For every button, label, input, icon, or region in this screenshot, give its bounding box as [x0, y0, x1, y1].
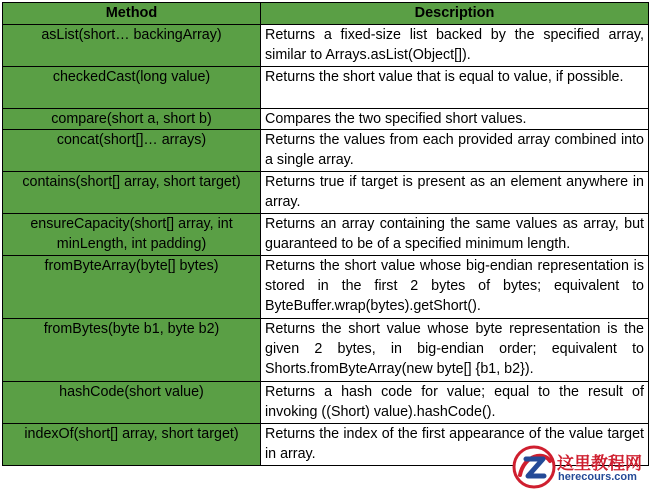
description-cell: Returns a hash code for value; equal to the result of invoking ((Short) value).hashCode().	[261, 382, 649, 424]
method-cell: contains(short[] array, short target)	[3, 172, 261, 214]
table-row	[3, 382, 649, 424]
watermark-url: herecours.com	[558, 471, 637, 483]
description-cell: Returns a fixed-size list backed by the specified array, similar to Arrays.asList(Object[]).	[261, 25, 649, 67]
method-cell: fromBytes(byte b1, byte b2)	[3, 319, 261, 382]
method-cell: fromByteArray(byte[] bytes)	[3, 256, 261, 319]
description-cell: Compares the two specified short values.	[261, 109, 649, 130]
method-cell: indexOf(short[] array, short target)	[3, 424, 261, 466]
table-row	[3, 214, 649, 256]
table-row	[3, 319, 649, 382]
method-cell: compare(short a, short b)	[3, 109, 261, 130]
method-cell: ensureCapacity(short[] array, int minLength, int padding)	[3, 214, 261, 256]
description-cell: Returns the short value whose byte representation is the given 2 bytes, in big-endian order; equivalent to Shorts.fromByteArray(new byte[] {b1, b2}).	[261, 319, 649, 382]
description-cell: Returns true if target is present as an element anywhere in array.	[261, 172, 649, 214]
table-row	[3, 172, 649, 214]
method-cell: concat(short[]… arrays)	[3, 130, 261, 172]
table-row	[3, 67, 649, 109]
watermark-title: 这里教程网	[557, 454, 642, 474]
watermark	[512, 445, 652, 489]
description-column-header: Description	[261, 3, 649, 25]
table-row	[3, 25, 649, 67]
description-cell: Returns the index of the first appearance of the value target in array.	[261, 424, 649, 466]
description-cell: Returns the short value whose big-endian representation is stored in the first 2 bytes of bytes; equivalent to ByteBuffer.wrap(bytes).getShort().	[261, 256, 649, 319]
table-row	[3, 256, 649, 319]
description-cell: Returns the short value that is equal to value, if possible.	[261, 67, 649, 109]
z-logo-icon	[512, 445, 556, 489]
method-cell: checkedCast(long value)	[3, 67, 261, 109]
header-row	[3, 3, 649, 25]
table-row	[3, 109, 649, 130]
description-cell: Returns an array containing the same values as array, but guaranteed to be of a specified minimum length.	[261, 214, 649, 256]
method-table	[2, 2, 649, 466]
table-row	[3, 130, 649, 172]
method-column-header: Method	[3, 3, 261, 25]
description-cell: Returns the values from each provided array combined into a single array.	[261, 130, 649, 172]
method-cell: asList(short… backingArray)	[3, 25, 261, 67]
method-cell: hashCode(short value)	[3, 382, 261, 424]
